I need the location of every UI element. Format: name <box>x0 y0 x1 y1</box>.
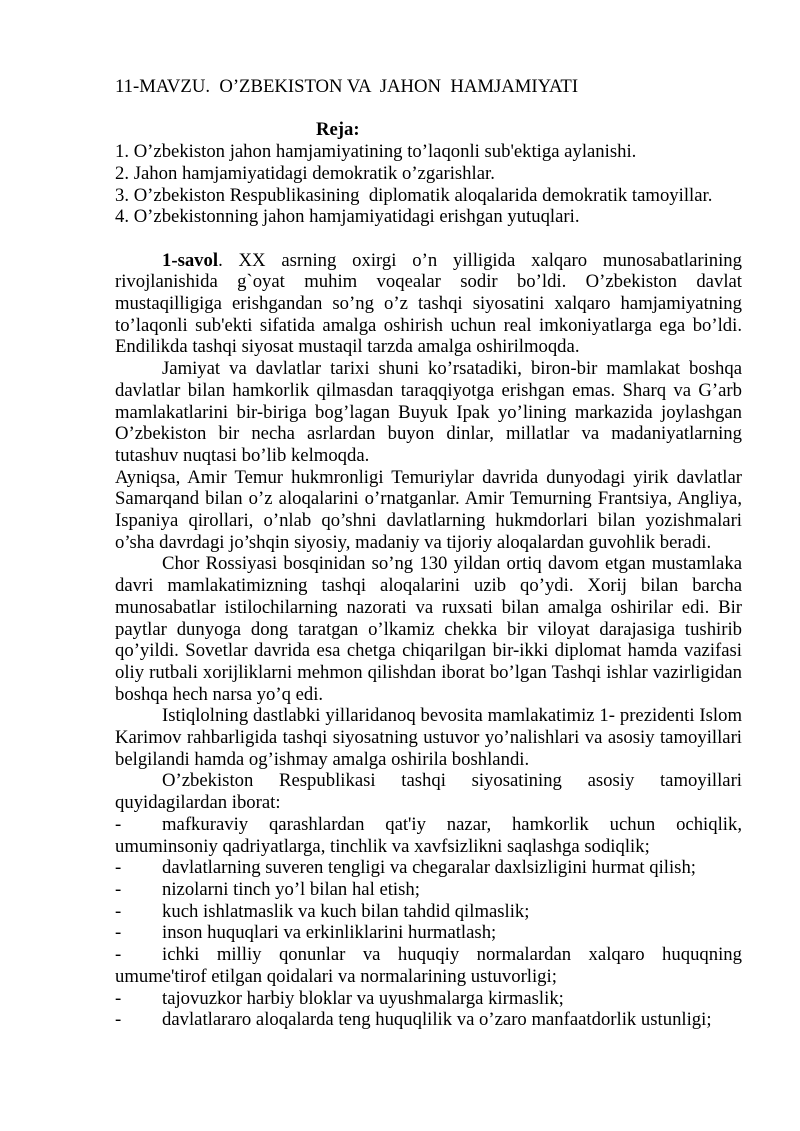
bullet-dash: - <box>115 813 122 835</box>
principle-text: davlatlarning suveren tengligi va chegaralar daxlsizligini hurmat qilish; <box>162 857 696 879</box>
principle-text: inson huquqlari va erkinliklarini hurmatlash; <box>162 922 497 944</box>
paragraph-text: . XX asrning oxirgi o’n yilligida xalqaro munosabatlarining rivojlanishida g`oyat muhim voqealar sodir bo’ldi. O’zbekiston davlat mustaqilligiga erishgandan so’ng o’z tashqi siyosatini xalqaro hamjamiyatning to’laqonli sub'ekti sifatida amalga oshirish uchun real imkoniyatlarga ega bo’ldi. Endilikda tashqi siyosat mustaqil tarzda amalga oshirilmoqda. <box>115 249 742 358</box>
document-body <box>115 76 742 1031</box>
principle-text: nizolarni tinch yo’l bilan hal etish; <box>162 878 420 900</box>
paragraph: Istiqlolning dastlabki yillaridanoq bevosita mamlakatimiz 1- prezidenti Islom Karimov rahbarligida tashqi siyosatning ustuvor yo’nalishlari va asosiy tamoyillari belgilandi hamda og’ishmay amalga oshirila boshlandi. <box>115 705 742 770</box>
bullet-dash: - <box>115 987 122 1009</box>
plan-item: 2. Jahon hamjamiyatidagi demokratik o’zgarishlar. <box>115 162 495 184</box>
question-label: 1-savol <box>162 249 219 271</box>
bullet-dash: - <box>115 922 122 944</box>
principles-intro: O’zbekiston Respublikasi tashqi siyosatining asosiy tamoyillari quyidagilardan iborat: <box>115 770 742 814</box>
plan-item: 1. O’zbekiston jahon hamjamiyatining to’laqonli sub'ektiga aylanishi. <box>115 141 637 163</box>
bullet-dash: - <box>115 857 122 879</box>
paragraph-lead <box>115 250 742 359</box>
paragraph: Chor Rossiyasi bosqinidan so’ng 130 yildan ortiq davom etgan mustamlaka davri mamlakatimizning tashqi aloqalarini uzib qo’ydi. Xorij bilan barcha munosabatlar istilochilarning nazorati va ruxsati bilan amalga oshirilar edi. Bir paytlar dunyoga dong taratgan o’lkamiz chekka bir viloyat darajasiga tushirib qo’yildi. Sovetlar davrida esa chetga chiqarilgan bir-ikki diplomat hamda vazifasi oliy rutbali xorijliklarni mehmon qilishdan iborat bo’lgan Tashqi ishlar vazirligidan boshqa hech narsa yo’q edi. <box>115 553 742 705</box>
bullet-dash: - <box>115 944 122 966</box>
principle-item <box>115 857 742 879</box>
bullet-dash: - <box>115 878 122 900</box>
paragraph: Jamiyat va davlatlar tarixi shuni ko’rsatadiki, biron-bir mamlakat boshqa davlatlar bilan hamkorlik qilmasdan taraqqiyotga erishgan emas. Sharq va G’arb mamlakatlarini bir-biriga bog’lagan Buyuk Ipak yo’lining markazida joylashgan O’zbekiston bir necha asrlardan buyon dinlar, millatlar va madaniyatlarning tutashuv nuqtasi bo’lib kelmoqda. <box>115 358 742 466</box>
paragraph: Ayniqsa, Amir Temur hukmronligi Temuriylar davrida dunyodagi yirik davlatlar Samarqand bilan o’z aloqalarini o’rnatganlar. Amir Temurning Frantsiya, Angliya, Ispaniya qirollari, o’nlab qo’shni davlatlarning hukmdorlari bilan yozishmalari o’sha davrdagi jo’shqin siyosiy, madaniy va tijoriy aloqalardan guvohlik beradi. <box>115 466 742 553</box>
principle-text: ichki milliy qonunlar va huquqiy normalardan xalqaro huquqning umume'tirof etilgan qoidalari va normalarining ustuvorligi; <box>115 944 742 987</box>
principles-list <box>115 814 742 1031</box>
blank-line <box>115 228 742 250</box>
plan-item: 3. O’zbekiston Respublikasining diplomatik aloqalarida demokratik tamoyillar. <box>115 184 713 206</box>
principle-item <box>115 988 742 1010</box>
principle-item <box>115 944 742 987</box>
plan-item: 4. O’zbekistonning jahon hamjamiyatidagi erishgan yutuqlari. <box>115 206 580 228</box>
principle-item <box>115 814 742 857</box>
principle-item <box>115 922 742 944</box>
plan-list <box>115 141 742 228</box>
document-title: 11-MAVZU. O’ZBEKISTON VA JAHON HAMJAMIYATI <box>115 76 579 97</box>
principle-item <box>115 879 742 901</box>
blank-line <box>115 98 742 120</box>
principle-item <box>115 901 742 923</box>
principle-text: mafkuraviy qarashlardan qat'iy nazar, hamkorlik uchun ochiqlik, umuminsoniy qadriyatlarga, tinchlik va xavfsizlikni saqlashga sodiqlik; <box>115 813 742 857</box>
plan-heading: Reja: <box>316 119 360 141</box>
principle-text: davlatlararo aloqalarda teng huquqlilik va o’zaro manfaatdorlik ustunligi; <box>162 1009 712 1031</box>
principle-item <box>115 1009 742 1031</box>
bullet-dash: - <box>115 1009 122 1031</box>
bullet-dash: - <box>115 900 122 922</box>
principle-text: tajovuzkor harbiy bloklar va uyushmalarga kirmaslik; <box>162 987 564 1009</box>
principle-text: kuch ishlatmaslik va kuch bilan tahdid qilmaslik; <box>162 900 530 922</box>
